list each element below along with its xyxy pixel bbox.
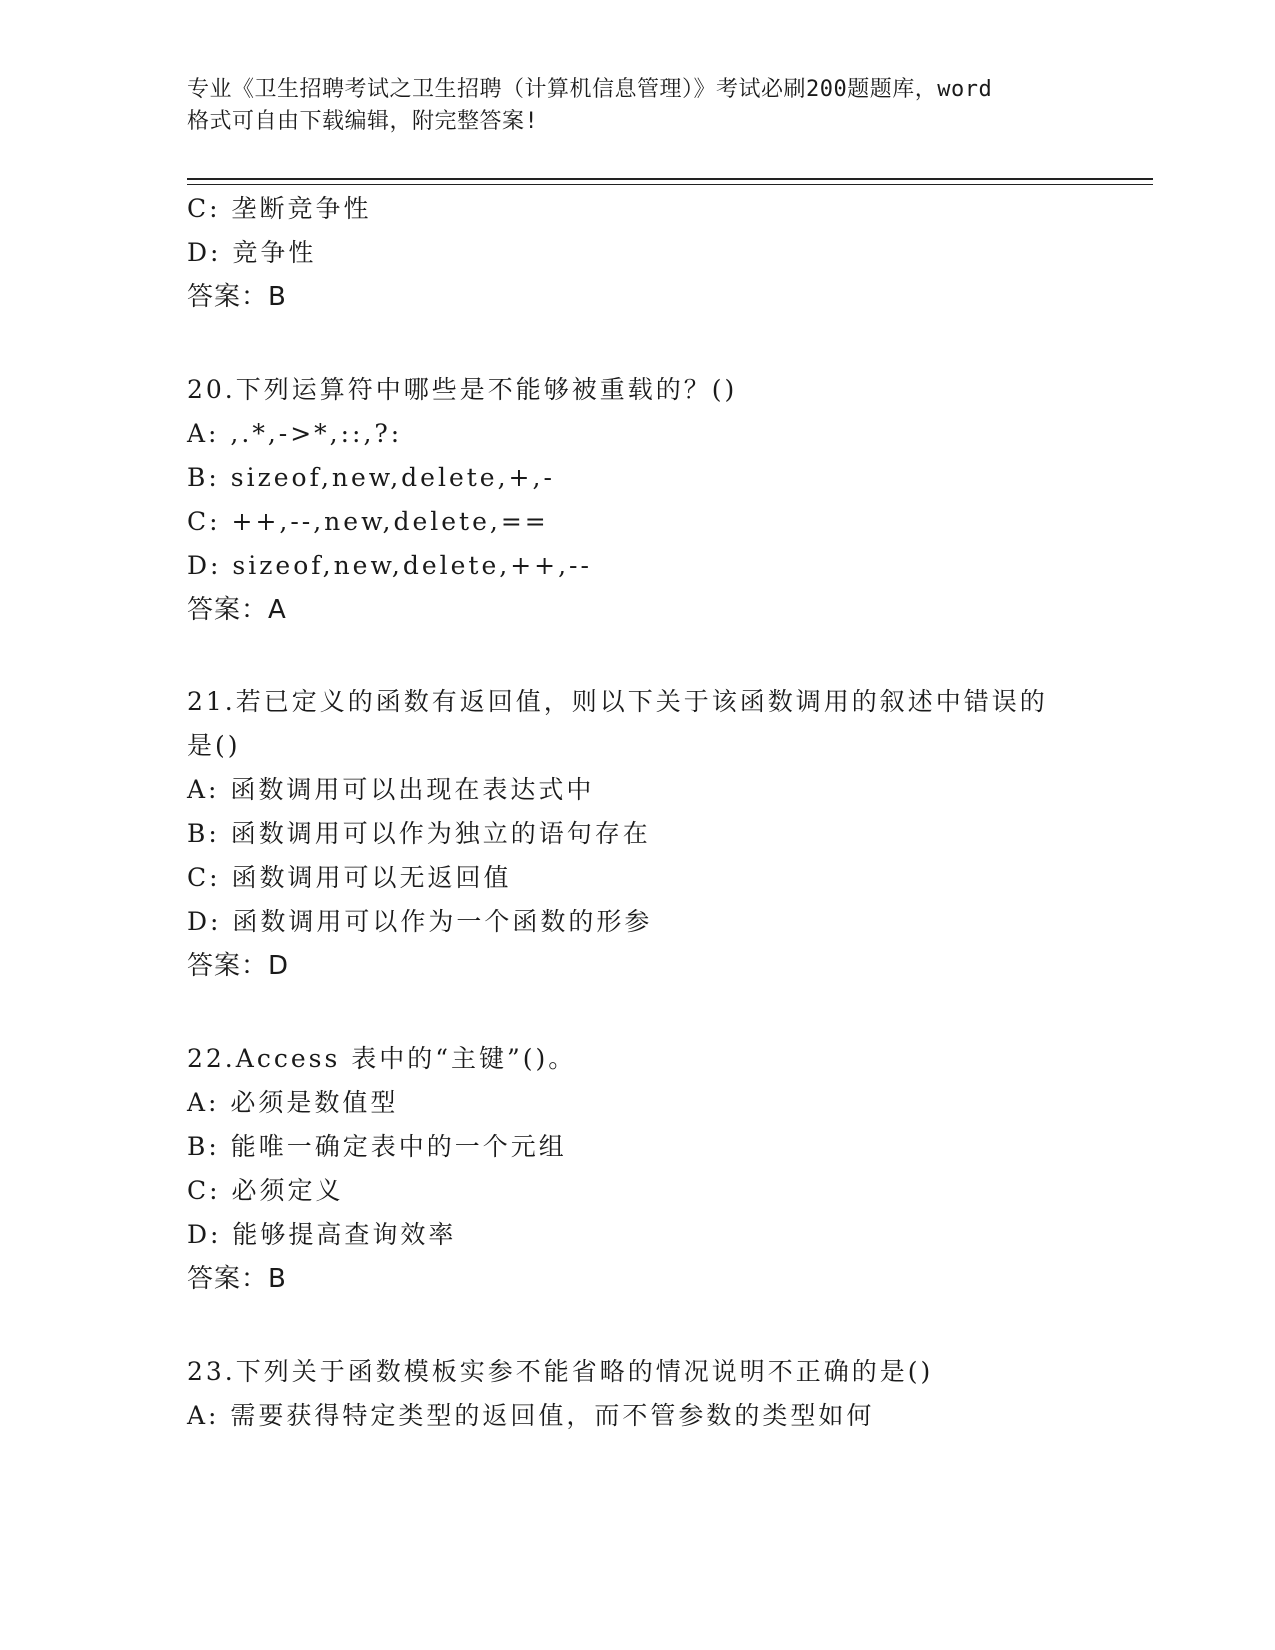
q21-option-c: C: 函数调用可以无返回值 [187, 863, 512, 892]
q20-option-a: A: ,.*,->*,::,?: [187, 419, 403, 448]
q19-answer: 答案：B [187, 282, 287, 312]
document-header [187, 74, 1107, 138]
q20-option-d: D: sizeof,new,delete,++,-- [187, 551, 592, 580]
q21-question-line-1: 21.若已定义的函数有返回值，则以下关于该函数调用的叙述中错误的 [187, 687, 1048, 716]
q20-option-b: B: sizeof,new,delete,+,- [187, 463, 555, 492]
q21-question-line-2: 是() [187, 731, 241, 760]
q22-question: 22.Access 表中的“主键”()。 [187, 1044, 577, 1073]
header-line-1: 专业《卫生招聘考试之卫生招聘（计算机信息管理）》考试必刷200题题库，word [187, 77, 993, 102]
q22-option-d: D: 能够提高查询效率 [187, 1220, 457, 1249]
q20-question: 20.下列运算符中哪些是不能够被重载的？() [187, 375, 738, 404]
q22-option-c: C: 必须定义 [187, 1176, 344, 1205]
q19-option-d: D: 竞争性 [187, 238, 317, 267]
q23-option-a: A: 需要获得特定类型的返回值，而不管参数的类型如何 [187, 1401, 875, 1430]
q19-option-c: C: 垄断竞争性 [187, 194, 372, 223]
q21-option-a: A: 函数调用可以出现在表达式中 [187, 775, 595, 804]
q20-answer: 答案：A [187, 595, 287, 625]
header-divider-thin [187, 184, 1153, 185]
q21-option-d: D: 函数调用可以作为一个函数的形参 [187, 907, 653, 936]
q22-option-a: A: 必须是数值型 [187, 1088, 399, 1117]
q23-question: 23.下列关于函数模板实参不能省略的情况说明不正确的是() [187, 1357, 934, 1386]
q22-answer: 答案：B [187, 1264, 287, 1294]
header-line-2: 格式可自由下载编辑，附完整答案! [187, 109, 539, 134]
header-divider-thick [187, 178, 1153, 180]
q22-option-b: B: 能唯一确定表中的一个元组 [187, 1132, 567, 1161]
q21-option-b: B: 函数调用可以作为独立的语句存在 [187, 819, 651, 848]
q21-answer: 答案：D [187, 951, 290, 981]
q20-option-c: C: ++,--,new,delete,== [187, 507, 549, 536]
